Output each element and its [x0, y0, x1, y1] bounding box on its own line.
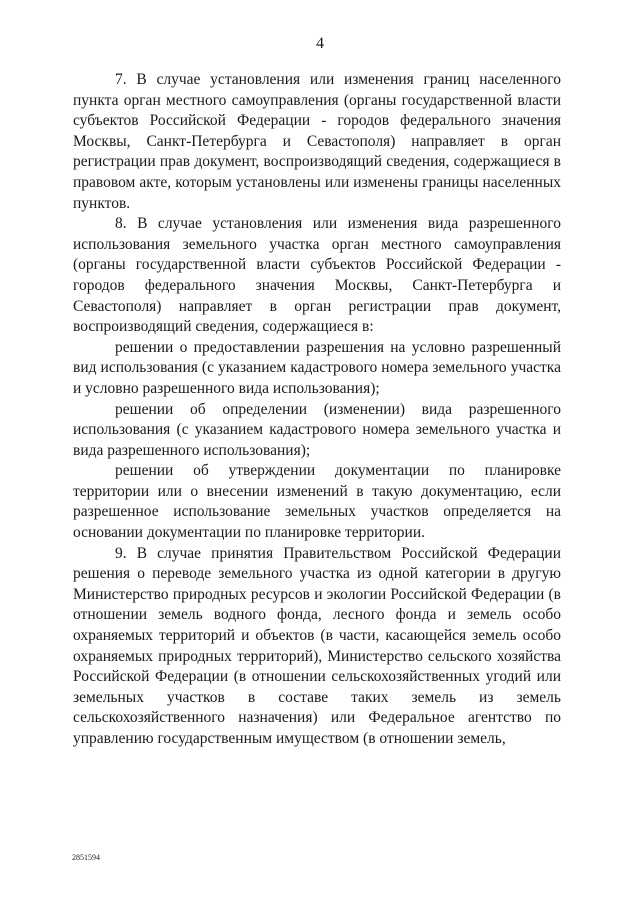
paragraph-8-item-2: решении об определении (изменении) вида разрешенного использования (с указанием кадастрового номера земельного участка и вида разрешенного использования); [73, 400, 561, 459]
paragraph-9: 9. В случае принятия Правительством Российской Федерации решения о переводе земельного участка из одной категории в другую Министерство природных ресурсов и экологии Российской Федерации (в отношении земель водного фонда, лесного фонда и земель особо охраняемых территорий и объектов (в части, касающейся земель особо охраняемых природных территорий), Министерство сельского хозяйства Российской Федерации (в отношении сельскохозяйственных угодий или земельных участков в составе таких земель из земель сельскохозяйственного назначения) или Федеральное агентство по управлению государственным имуществом (в отношении земель, [73, 544, 561, 747]
document-body [73, 70, 561, 750]
paragraph-8-item-3: решении об утверждении документации по планировке территории или о внесении изменений в такую документацию, если разрешенное использование земельных участков определяется на основании документации по планировке территории. [73, 462, 561, 542]
paragraph-8-item-1: решении о предоставлении разрешения на условно разрешенный вид использования (с указанием кадастрового номера земельного участка и условно разрешенного вида использования); [73, 338, 561, 397]
paragraph-7: 7. В случае установления или изменения границ населенного пункта орган местного самоуправления (органы государственной власти субъектов Российской Федерации - городов федерального значения Москвы, Санкт-Петербурга и Севастополя) направляет в орган регистрации прав документ, воспроизводящий сведения, содержащиеся в правовом акте, которым установлены или изменены границы населенных пунктов. [73, 71, 561, 212]
document-code: 2851594 [72, 853, 100, 862]
page-number: 4 [316, 35, 324, 52]
paragraph-8: 8. В случае установления или изменения вида разрешенного использования земельного участка орган местного самоуправления (органы государственной власти субъектов Российской Федерации - городов федерального значения Москвы, Санкт-Петербурга и Севастополя) направляет в орган регистрации прав документ, воспроизводящий сведения, содержащиеся в: [73, 215, 561, 336]
